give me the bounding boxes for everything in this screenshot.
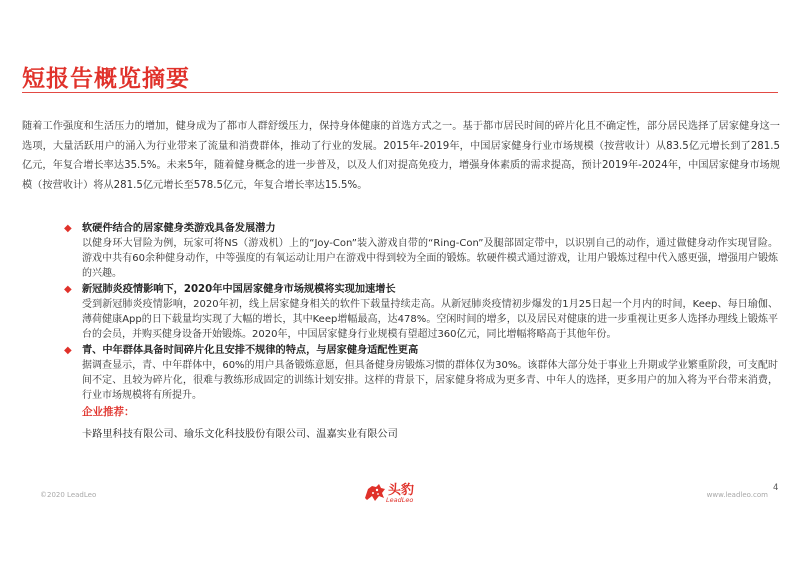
point-heading <box>64 282 778 297</box>
recommended-companies: 卡路里科技有限公司、瑜乐文化科技股份有限公司、温嘉实业有限公司 <box>82 429 398 440</box>
page-number: 4 <box>773 483 779 493</box>
recommendation-label: 企业推荐： <box>82 406 135 418</box>
leopard-logo-icon <box>363 480 387 504</box>
diamond-icon: ◆ <box>64 223 72 234</box>
point-body: 据调查显示，青、中年群体中，60%的用户具备锻炼意愿，但具备健身房锻炼习惯的群体仅为30%。该群体大部分处于事业上升期或学业繁重阶段，可支配时间不定、且较为碎片化，很难与教练形成固定的训练计划安排。这样的背景下，居家健身将成为更多青、中年人的选择，更多用户的加入将为平台带来消费，行业市场规模将有所提升。 <box>82 360 778 401</box>
point-heading <box>64 343 778 358</box>
point-body: 以健身环大冒险为例，玩家可将NS（游戏机）上的“Joy-Con”装入游戏自带的“Ring-Con”及腿部固定带中，以识别自己的动作，通过做健身动作实现冒险。游戏中共有60余种健身动作，中等强度的有氧运动让用户在游戏中得到较为全面的锻炼。软硬件模式通过游戏，让用户锻炼过程中代入感更强，增强用户锻炼的兴趣。 <box>82 238 778 279</box>
title-divider <box>22 92 778 93</box>
point-heading-text: 软硬件结合的居家健身类游戏具备发展潜力 <box>82 223 276 234</box>
point-body: 受到新冠肺炎疫情影响，2020年初，线上居家健身相关的软件下载量持续走高。从新冠肺炎疫情初步爆发的1月25日起一个月内的时间，Keep、每日瑜伽、薄荷健康App的日下载量均实现了大幅的增长，其中Keep增幅最高，达478%。空闲时间的增多，以及居民对健康的进一步重视让更多人选择办理线上锻炼平台的会员，并购买健身设备开始锻炼。2020年，中国居家健身行业规模有望超过360亿元，同比增幅将略高于其他年份。 <box>82 299 778 340</box>
point-heading-text: 新冠肺炎疫情影响下，2020年中国居家健身市场规模将实现加速增长 <box>82 284 396 295</box>
logo-chinese-name: 头豹 <box>388 483 415 498</box>
key-points <box>64 220 778 443</box>
diamond-icon: ◆ <box>64 345 72 356</box>
report-title: 短报告概览摘要 <box>22 66 190 92</box>
footer-copyright: ©2020 LeadLeo <box>40 491 97 499</box>
footer-website: www.leadleo.com <box>706 491 768 499</box>
intro-paragraph: 随着工作强度和生活压力的增加，健身成为了都市人群舒缓压力，保持身体健康的首选方式之一。基于都市居民时间的碎片化且不确定性，部分居民选择了居家健身这一选项，大量活跃用户的涌入为行业带来了流量和消费群体，推动了行业的发展。2015年-2019年，中国居家健身行业市场规模（按营收计）从83.5亿元增长到了281.5亿元，年复合增长率达35.5%。未来5年，随着健身概念的进一步普及，以及人们对提高免疫力，增强身体素质的需求提高，预计2019年-2024年，中国居家健身市场规模（按营收计）将从281.5亿元增长至578.5亿元，年复合增长率达15.5%。 <box>22 121 780 191</box>
point-heading <box>64 221 778 236</box>
point-heading-text: 青、中年群体具备时间碎片化且安排不规律的特点，与居家健身适配性更高 <box>82 345 419 356</box>
logo-english-name: LeadLeo <box>386 496 414 504</box>
diamond-icon: ◆ <box>64 284 72 295</box>
footer-logo <box>363 478 423 508</box>
